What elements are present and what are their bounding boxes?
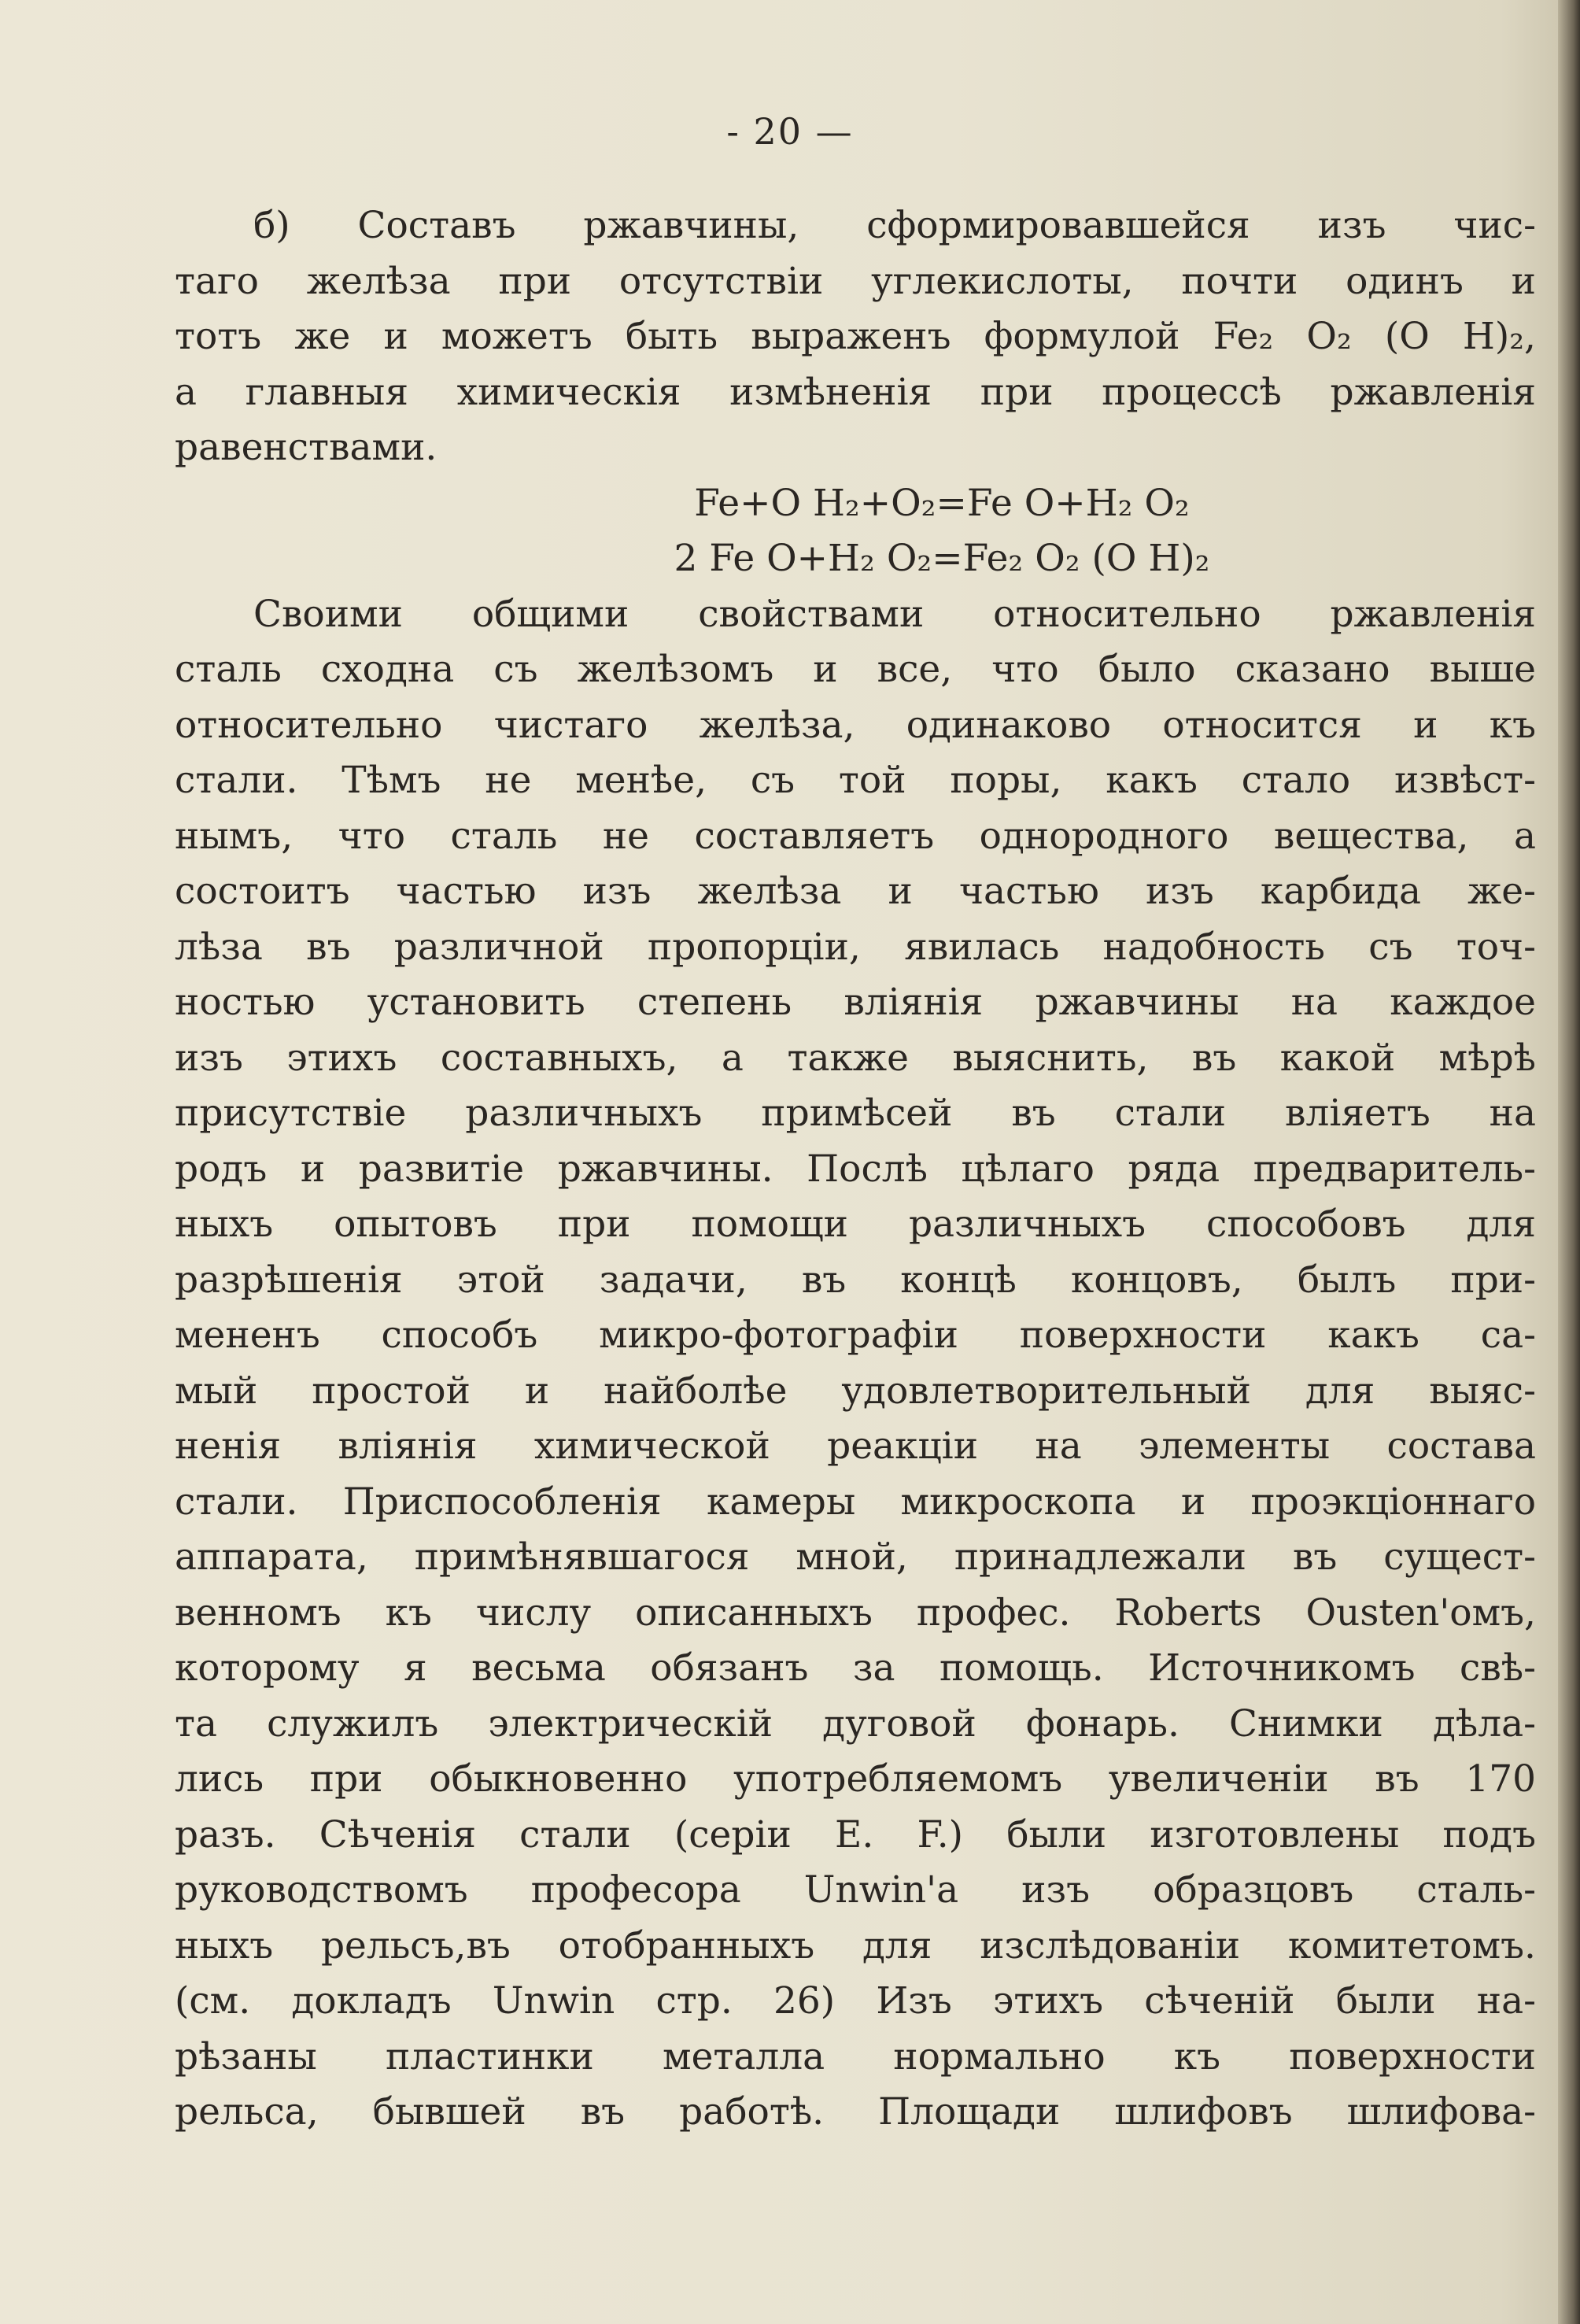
text-line: рельса, бывшей въ работѣ. Площади шлифовъ шлифова-: [175, 2090, 1536, 2134]
chemical-formula: Fe+O H₂+O₂=Fe O+H₂ O₂: [694, 481, 1190, 525]
text-line: нымъ, что сталь не составляетъ однородного вещества, а: [175, 814, 1536, 858]
chemical-formula: 2 Fe O+H₂ O₂=Fe₂ O₂ (O H)₂: [674, 537, 1210, 580]
text-line: Своими общими свойствами относительно ржавленія: [253, 592, 1536, 636]
text-line: тотъ же и можетъ быть выраженъ формулой Fe₂ O₂ (O H)₂,: [175, 315, 1536, 358]
text-line: разрѣшенія этой задачи, въ концѣ концовъ, былъ при-: [175, 1258, 1536, 1302]
text-line: стали. Приспособленія камеры микроскопа и проэкціоннаго: [175, 1480, 1536, 1524]
text-line: относительно чистаго желѣза, одинаково относится и къ: [175, 703, 1536, 747]
text-line: стали. Тѣмъ не менѣе, съ той поры, какъ стало извѣст-: [175, 759, 1536, 802]
text-line: лись при обыкновенно употребляемомъ увеличеніи въ 170: [175, 1757, 1536, 1801]
body-text: [175, 198, 1536, 2141]
text-line: которому я весьма обязанъ за помощь. Источникомъ свѣ-: [175, 1646, 1536, 1690]
text-line: мый простой и найболѣе удовлетворительный для выяс-: [175, 1369, 1536, 1413]
text-line: родъ и развитіе ржавчины. Послѣ цѣлаго ряда предваритель-: [175, 1147, 1536, 1191]
text-line: разъ. Сѣченія стали (серіи E. F.) были изготовлены подъ: [175, 1812, 1536, 1857]
text-line: аппарата, примѣнявшагося мной, принадлежали въ сущест-: [175, 1535, 1536, 1579]
text-line: состоитъ частью изъ желѣза и частью изъ карбида же-: [175, 870, 1536, 913]
text-line: венномъ къ числу описанныхъ профес. Roberts Ousten'омъ,: [175, 1591, 1536, 1635]
text-line: мененъ способъ микро-фотографіи поверхности какъ са-: [175, 1313, 1536, 1357]
text-line: сталь сходна съ желѣзомъ и все, что было сказано выше: [175, 648, 1536, 691]
text-line: присутствіе различныхъ примѣсей въ стали вліяетъ на: [175, 1092, 1536, 1135]
text-line: лѣза въ различной пропорціи, явилась надобность съ точ-: [175, 925, 1536, 969]
text-line: руководствомъ професора Unwin'а изъ образцовъ сталь-: [175, 1868, 1536, 1912]
text-line: б) Составъ ржавчины, сформировавшейся изъ чис-: [253, 204, 1536, 247]
text-line: (см. докладъ Unwin стр. 26) Изъ этихъ сѣченій были на-: [175, 1979, 1536, 2023]
text-line: та служилъ электрическій дуговой фонарь. Снимки дѣла-: [175, 1701, 1536, 1746]
text-line: ныхъ опытовъ при помощи различныхъ способовъ для: [175, 1203, 1536, 1246]
text-line: а главныя химическія измѣненія при процессѣ ржавленія: [175, 370, 1536, 414]
text-line: ненія вліянія химической реакціи на элементы состава: [175, 1424, 1536, 1468]
text-line: ностью установить степень вліянія ржавчины на каждое: [175, 981, 1536, 1024]
page-number: - 20 —: [726, 110, 854, 153]
text-line: ныхъ рельсъ,въ отобранныхъ для изслѣдованіи комитетомъ.: [175, 1923, 1536, 1967]
text-line: таго желѣза при отсутствіи углекислоты, почти одинъ и: [175, 259, 1536, 303]
text-line: равенствами.: [175, 426, 437, 469]
text-line: рѣзаны пластинки металла нормально къ поверхности: [175, 2034, 1536, 2078]
book-spine-shadow: [1558, 0, 1580, 2324]
text-line: изъ этихъ составныхъ, а также выяснить, въ какой мѣрѣ: [175, 1036, 1536, 1080]
